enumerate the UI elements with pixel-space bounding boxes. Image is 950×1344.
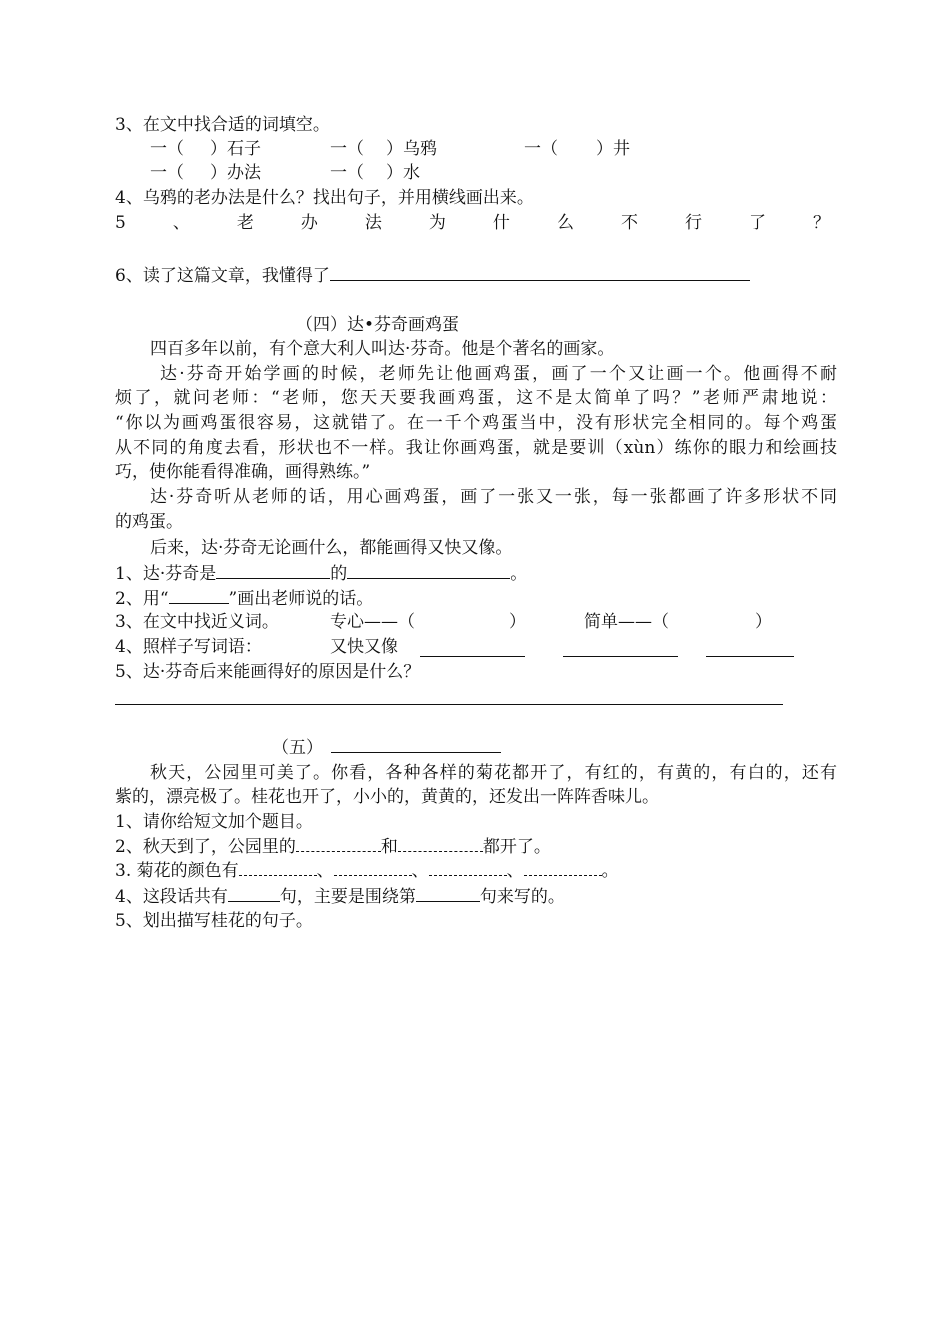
fill-item-crow: 一（ ）乌鸦: [330, 139, 437, 159]
question-4-old-method: 4、乌鸦的老办法是什么？找出句子，并用横线画出来。: [115, 188, 534, 208]
passage-paragraph-2-line-1: 达·芬奇开始学画的时候，老师先让他画鸡蛋，画了一个又让画一个。他画得不耐: [160, 364, 837, 384]
answer-blank[interactable]: [524, 860, 602, 876]
answer-blank[interactable]: [429, 860, 507, 876]
answer-blank[interactable]: [239, 860, 317, 876]
answer-blank[interactable]: [416, 884, 480, 902]
s4-question-1: 1、达·芬奇是 的 。: [115, 561, 527, 586]
answer-blank[interactable]: [296, 836, 381, 852]
passage-paragraph-2-line-4: 从不同的角度去看，形状也不一样。我让你画鸡蛋，就是要训（xùn）练你的眼力和绘画技: [115, 438, 837, 458]
passage-paragraph-1: 四百多年以前，有个意大利人叫达·芬奇。他是个著名的画家。: [150, 339, 615, 359]
answer-line[interactable]: [115, 704, 783, 705]
title-blank[interactable]: [331, 735, 501, 753]
example-word: 又快又像: [330, 637, 398, 657]
answer-blank[interactable]: [398, 836, 483, 852]
s5-question-4: 4、这段话共有 句，主要是围绕第 句来写的。: [115, 884, 565, 909]
fill-item-method: 一（ ）办法: [150, 163, 261, 183]
question-6-what-learned: 6、读了这篇文章，我懂得了: [115, 263, 750, 288]
quote-mark-blank: [169, 586, 229, 604]
passage-paragraph-3-line-2: 的鸡蛋。: [115, 512, 183, 532]
s4-question-4-label: 4、照样子写词语：: [115, 637, 262, 657]
passage-paragraph-2-line-2: 烦了，就问老师：“老师，您天天要我画鸡蛋，这不是太简单了吗？”老师严肃地说：: [115, 388, 837, 408]
answer-blank[interactable]: [347, 561, 510, 579]
s4-question-5: 5、达·芬奇后来能画得好的原因是什么？: [115, 662, 421, 682]
fill-item-water: 一（ ）水: [330, 163, 420, 183]
passage-paragraph-2-line-3: “你以为画鸡蛋很容易，这就错了。在一千个鸡蛋当中，没有形状完全相同的。每个鸡蛋: [115, 413, 837, 433]
s4-question-3-label: 3、在文中找近义词。: [115, 612, 279, 632]
s5-question-5: 5、划出描写桂花的句子。: [115, 911, 313, 931]
synonym-item-focus: 专心——（ ）: [330, 612, 526, 632]
s5-question-3: 3. 菊花的颜色有 、 、 、 。: [115, 861, 619, 881]
s4-question-2: 2、用“ ”画出老师说的话。: [115, 586, 373, 611]
section-5-title: （五）: [272, 735, 501, 760]
answer-blank[interactable]: [334, 860, 412, 876]
answer-blank[interactable]: [228, 884, 280, 902]
passage-paragraph-4: 后来，达·芬奇无论画什么，都能画得又快又像。: [150, 538, 513, 558]
passage-paragraph-2-line-5: 巧，使你能看得准确，画得熟练。”: [115, 462, 371, 482]
answer-line[interactable]: [330, 263, 750, 281]
question-3-fill-words: 3、在文中找合适的词填空。: [115, 115, 330, 135]
synonym-item-simple: 简单——（ ）: [584, 612, 772, 632]
s5-passage-line-2: 紫的，漂亮极了。桂花也开了，小小的，黄黄的，还发出一阵阵香味儿。: [115, 787, 659, 807]
answer-line[interactable]: [420, 656, 525, 657]
answer-line[interactable]: [563, 656, 678, 657]
section-4-title: （四）达•芬奇画鸡蛋: [296, 315, 460, 335]
passage-paragraph-3-line-1: 达·芬奇听从老师的话，用心画鸡蛋，画了一张又一张，每一张都画了许多形状不同: [150, 487, 837, 507]
fill-item-well: 一（ ）井: [524, 139, 630, 159]
fill-item-stone: 一（ ）石子: [150, 139, 261, 159]
question-5-why-not-work: 5 、 老 办 法 为 什 么 不 行 了 ？: [115, 213, 830, 233]
s5-passage-line-1: 秋天，公园里可美了。你看，各种各样的菊花都开了，有红的，有黄的，有白的，还有: [150, 763, 837, 783]
s5-question-2: 2、秋天到了，公园里的 和 都开了。: [115, 837, 551, 857]
s5-question-1: 1、请你给短文加个题目。: [115, 812, 313, 832]
answer-blank[interactable]: [216, 561, 330, 579]
answer-line[interactable]: [706, 656, 794, 657]
